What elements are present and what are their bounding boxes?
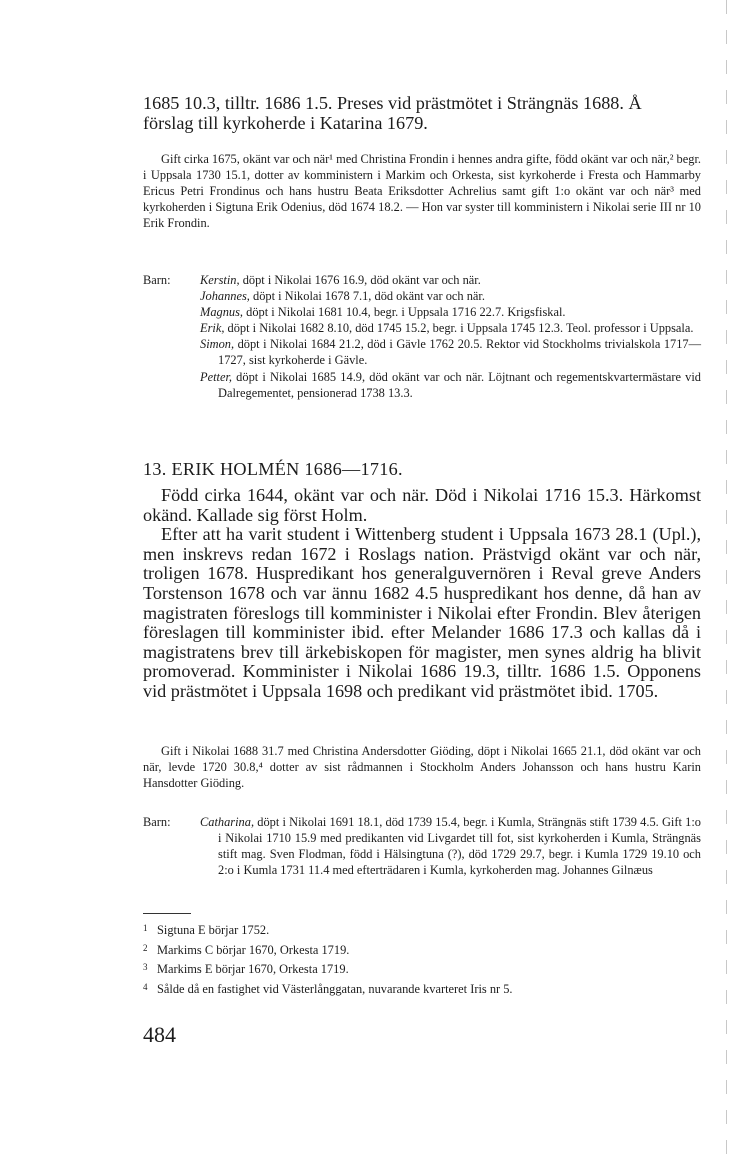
child-details: döpt i Nikolai 1681 10.4, begr. i Uppsala 1716 22.7. Krigsfiskal. [243, 305, 566, 320]
child-entry [200, 272, 701, 288]
footnote-text: Markims E börjar 1670, Orkesta 1719. [157, 962, 349, 976]
continuation-line-1: 1685 10.3, tilltr. 1686 1.5. Preses vid prästmötet i Strängnäs 1688. Å [143, 93, 642, 113]
bio-paragraph-2: Efter att ha varit student i Wittenberg student i Uppsala 1673 28.1 (Upl.), men inskrevs redan 1672 i Roslags nation. Prästvigd okänt var och när, troligen 1678. Huspredikant hos generalguvernören i Reval greve Anders Torstenson 1678 och var ännu 1682 4.5 huspredikant hos denne, då han av magistraten föreslogs till komminister i Nikolai efter Frondin. Blev återigen föreslagen till komminister ibid. efter Melander 1686 17.3 och kallas då i magistratens brev till ärkebiskopen för magister, men synes aldrig ha blivit promoverad. Komminister i Nikolai 1686 19.3, tilltr. 1686 1.5. Opponens vid prästmötet i Uppsala 1698 och predikant vid prästmötet ibid. 1705. [143, 524, 701, 701]
child-entry [200, 288, 701, 304]
child-name: Erik, [200, 321, 225, 336]
marriage-text-2: Gift i Nikolai 1688 31.7 med Christina Andersdotter Giöding, döpt i Nikolai 1665 21.1, död okänt var och när, levde 1720 30.8,⁴ dotter av sist rådmannen i Stockholm Anders Johansson och hans hustru Karin Hansdotter Giöding. [143, 744, 701, 791]
child-details: döpt i Nikolai 1676 16.9, död okänt var och när. [239, 273, 481, 287]
children-list-2 [143, 814, 701, 878]
child-details: döpt i Nikolai 1678 7.1, död okänt var och när. [249, 289, 485, 304]
child-details: döpt i Nikolai 1685 14.9, död okänt var och när. Löjtnant och regementskvartermästare vid Dalregementet, pensionerad 1738 13.3. [218, 369, 701, 400]
page-edge-divider [726, 0, 727, 1168]
footnote-mark: 1 [143, 923, 148, 933]
child-details: döpt i Nikolai 1684 21.2, död i Gävle 1762 20.5. Rektor vid Stockholms trivialskola 1717—1727, sist kyrkoherde i Gävle. [218, 337, 701, 368]
child-name: Magnus, [200, 305, 244, 320]
section-heading: 13. ERIK HOLMÉN 1686—1716. [143, 459, 403, 479]
child-entry [200, 320, 701, 336]
child-details: döpt i Nikolai 1682 8.10, död 1745 15.2, begr. i Uppsala 1745 12.3. Teol. professor i Uppsala. [224, 321, 694, 336]
children-label: Barn: [143, 273, 171, 287]
child-entry [200, 814, 701, 878]
footnote-text: Markims C börjar 1670, Orkesta 1719. [157, 942, 350, 957]
footnote-mark: 4 [143, 981, 148, 992]
children-label: Barn: [143, 815, 171, 829]
biography [143, 486, 701, 702]
child-entry [200, 304, 701, 320]
child-name: Johannes, [200, 289, 250, 304]
footnote [143, 959, 703, 979]
marriage-paragraph-1 [143, 151, 701, 231]
child-name: Petter, [200, 369, 232, 384]
marriage-paragraph-2 [143, 743, 701, 791]
child-name: Kerstin, [200, 273, 240, 287]
page-number: 484 [143, 1022, 176, 1047]
child-entry [200, 336, 701, 368]
child-name: Simon, [200, 337, 235, 352]
child-name: Catharina, [200, 815, 255, 829]
footnote [143, 940, 703, 960]
child-entry [200, 369, 701, 401]
footnotes [143, 920, 703, 998]
footnote-mark: 3 [143, 962, 148, 972]
footnote [143, 979, 703, 999]
marriage-text-1: Gift cirka 1675, okänt var och när¹ med Christina Frondin i hennes andra gifte, född okänt var och när,² begr. i Uppsala 1730 15.1, dotter av komministern i Markim och Orkesta, sist kyrkoherde i Fresta och Hammarby Ericus Petri Frondinus och hans hustru Beata Eriksdotter Achrelius samt gift 1:o okänt var och när³ med kyrkoherden i Sigtuna Erik Odenius, död 1674 18.2. — Hon var syster till komministern i Nikolai serie III nr 10 Erik Frondin. [143, 152, 701, 231]
children-list-1 [143, 272, 701, 401]
footnote-rule [143, 913, 191, 914]
footnote-text: Sigtuna E börjar 1752. [157, 923, 270, 937]
footnote-mark: 2 [143, 942, 148, 953]
footnote-text: Sålde då en fastighet vid Västerlånggatan, nuvarande kvarteret Iris nr 5. [157, 981, 513, 996]
footnote [143, 920, 703, 940]
continuation-text [143, 94, 701, 133]
bio-paragraph-1: Född cirka 1644, okänt var och när. Död i Nikolai 1716 15.3. Härkomst okänd. Kallade sig först Holm. [143, 485, 701, 525]
child-details: döpt i Nikolai 1691 18.1, död 1739 15.4, begr. i Kumla, Strängnäs stift 1739 4.5. Gift 1:o i Nikolai 1710 15.9 med predikanten vid Livgardet till fot, sist kyrkoherden i Kumla, Strängnäs stift mag. Sven Flodman, född i Hälsingtuna (?), död 1729 29.7, begr. i Kumla 1729 19.10 och 2:o i Kumla 1731 11.4 med efterträdaren i Kumla, kyrkoherden mag. Johannes Gilnæus [218, 815, 701, 878]
continuation-line-2: förslag till kyrkoherde i Katarina 1679. [143, 112, 428, 133]
